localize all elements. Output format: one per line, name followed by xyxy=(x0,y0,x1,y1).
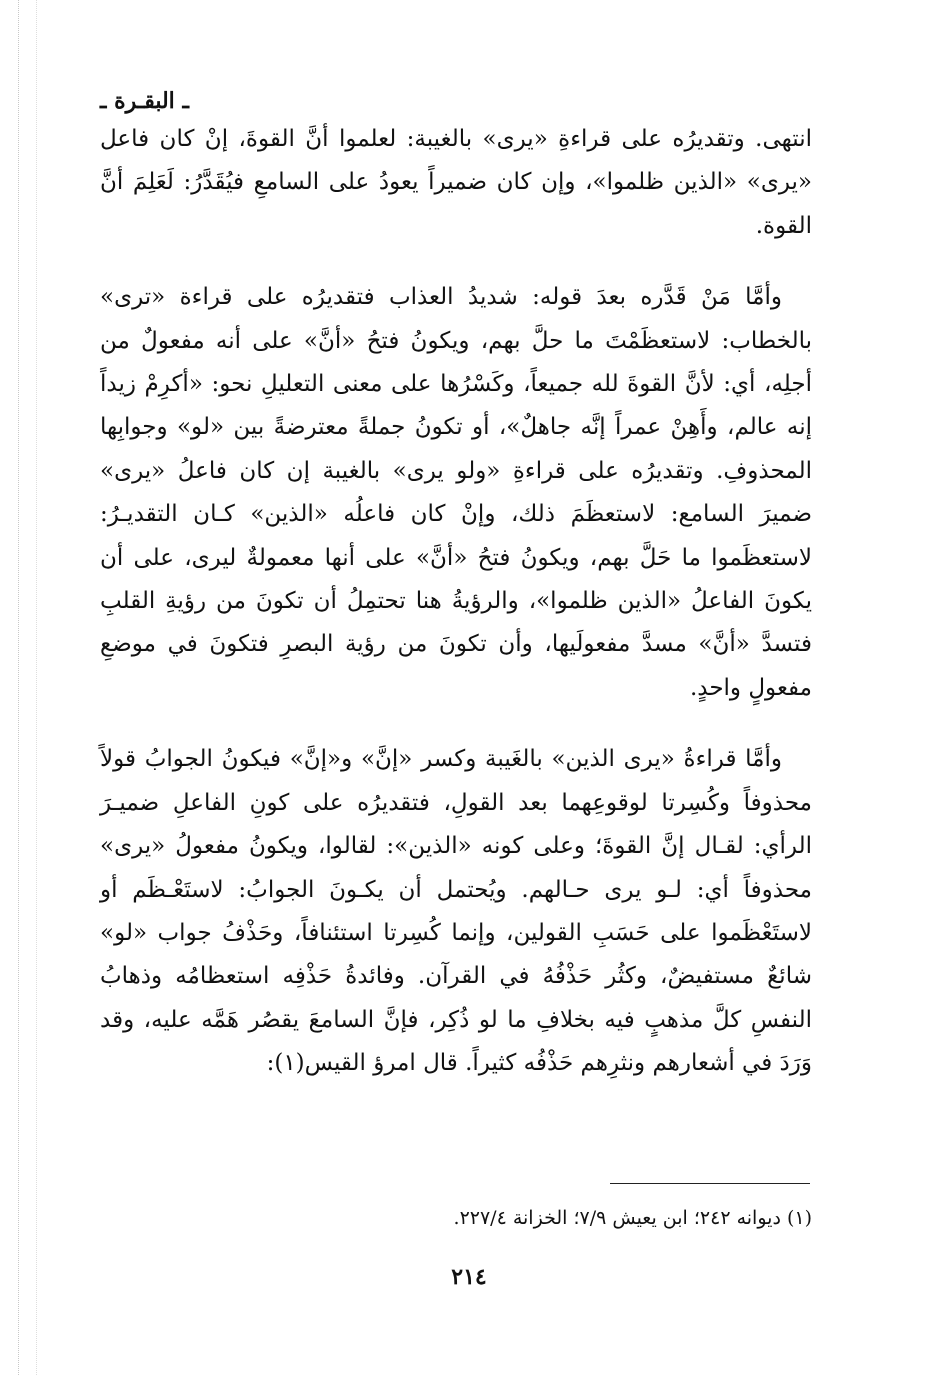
scan-edge-dots xyxy=(18,0,19,1375)
body-text xyxy=(100,118,812,1086)
page-number: ٢١٤ xyxy=(451,1264,487,1290)
footnote-divider xyxy=(610,1183,810,1184)
paragraph-3: وأمَّا قراءةُ «يرى الذين» بالغَيبة وكسر «إنَّ» و«إنَّ» فيكونُ الجوابُ قولاً محذوفاً وكُسِرتا لوقوعِهما بعد القولِ، فتقديرُه على كونِ الفاعلِ ضميـرَ الرأي: لقـال إنَّ القوةَ؛ وعلى كونه «الذين»: لقالوا، ويكونُ مفعولُ «يرى» محذوفاً أي: لـو يرى حـالهم. ويُحتمل أن يكـونَ الجوابُ: لاستَعْـظَم أو لاستَعْظَموا على حَسَبِ القولين، وإنما كُسِرتا استئنافاً، وحَذْفُ جواب «لو» شائعٌ مستفيضٌ، وكثُر حَذْفُهُ في القرآن. وفائدةُ حَذْفِه استعظامُه وذهابُ النفسِ كلَّ مذهبٍ فيه بخلافِ ما لو ذُكِر، فإنَّ السامعَ يقصُر هَمَّه عليه، وقد وَرَدَ في أشعارهم ونثرِهم حَذْفُه كثيراً. قال امرؤ القيس(١): xyxy=(100,746,812,1077)
footnote: (١) ديوانه ٢٤٢؛ ابن يعيش ٧/٩؛ الخزانة ٢٢٧/٤. xyxy=(453,1207,812,1229)
paragraph-1: انتهى. وتقديرُه على قراءةِ «يرى» بالغيبة: لعلموا أنَّ القوةَ، إنْ كان فاعل «يرى» «الذين ظلموا»، وإن كان ضميراً يعودُ على السامعِ فيُقَدَّرُ: لَعَلِمَ أنَّ القوة. xyxy=(100,126,812,239)
scan-edge-dots-inner xyxy=(36,0,37,1375)
paragraph-2: وأمَّا مَنْ قَدَّره بعدَ قوله: شديدُ العذاب فتقديرُه على قراءة «ترى» بالخطاب: لاستعظَمْتَ ما حلَّ بهم، ويكونُ فتحُ «أنَّ» على أنه مفعولٌ من أجلِه، أي: لأنَّ القوةَ لله جميعاً، وكَسْرُها على معنى التعليلِ نحو: «أكرِمْ زيداً إنه عالم، وأَهِنْ عمراً إنَّه جاهلٌ»، أو تكونُ جملةً معترضةً بين «لو» وجوابِها المحذوفِ. وتقديرُه على قراءةِ «ولو يرى» بالغيبة إن كان فاعلُ «يرى» ضميرَ السامع: لاستعظَمَ ذلك، وإنْ كان فاعلُه «الذين» كـان التقديـرُ: لاستعظَموا ما حَلَّ بهم، ويكونُ فتحُ «أنَّ» على أنها معمولةٌ ليرى، على أن يكونَ الفاعلُ «الذين ظلموا»، والرؤيةُ هنا تحتمِلُ أن تكونَ من رؤيةِ القلبِ فتسدَّ «أنَّ» مسدَّ مفعولَيها، وأن تكونَ من رؤية البصرِ فتكونَ في موضعِ مفعولٍ واحدٍ. xyxy=(100,284,812,701)
running-head: ـ البقـرة ـ xyxy=(100,88,189,114)
